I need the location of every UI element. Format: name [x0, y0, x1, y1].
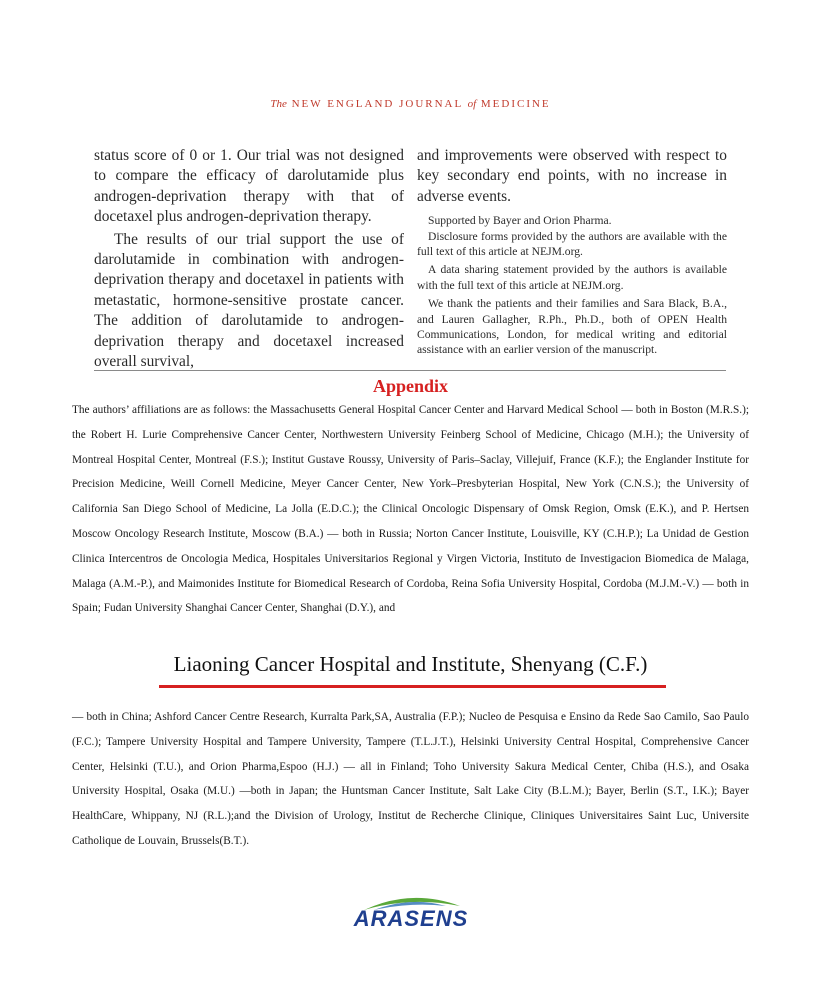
- affiliations-part-2: — both in China; Ashford Cancer Centre Research, Kurralta Park,SA, Australia (F.P.); Nucleo de Pesquisa e Ensino da Rede Sao Camilo, Sao Paulo (F.C.); Tampere University Hospital and Tampere University, Tampere (T.L.J.T.), Helsinki University Central Hospital, Comprehensive Cancer Center, Helsinki (T.U.), and Orion Pharma,Espoo (H.J.) — all in Finland; Toho University Sakura Medical Center, Chiba (H.S.), and Osaka University Hospital, Osaka (M.U.) —both in Japan; the Huntsman Cancer Institute, Salt Lake City (B.L.M.); Bayer, Berlin (S.T., I.K.); Bayer HealthCare, Whippany, NJ (R.L.);and the Division of Urology, Institut de Recherche Clinique, Cliniques Universitaires Saint Luc, Universite Catholique de Louvain, Brussels(B.T.).: [72, 711, 749, 847]
- right-column: [417, 146, 727, 358]
- journal-header: [0, 98, 821, 110]
- right-lead-paragraph: and improvements were observed with respect to key secondary end points, with no increase in adverse events.: [417, 147, 727, 205]
- logo-text: ARASENS: [353, 906, 469, 931]
- journal-prefix: The: [270, 98, 287, 110]
- highlight-underline: [159, 685, 666, 688]
- journal-name: NEW ENGLAND JOURNAL: [291, 98, 463, 110]
- journal-name-end: MEDICINE: [480, 98, 551, 110]
- acknowledgment-note: We thank the patients and their families and Sara Black, B.A., and Lauren Gallagher, R.Ph., Ph.D., both of OPEN Health Communications, London, for medical writing and editorial assistance with an earlier version of the manuscript.: [417, 297, 727, 357]
- appendix-title: Appendix: [372, 376, 449, 396]
- support-note: Supported by Bayer and Orion Pharma.: [428, 214, 612, 228]
- arasens-logo: [346, 892, 476, 938]
- disclosure-note: Disclosure forms provided by the authors are available with the full text of this article at NEJM.org.: [417, 229, 727, 259]
- section-divider: [94, 370, 726, 371]
- highlighted-affiliation: Liaoning Cancer Hospital and Institute, Shenyang (C.F.): [173, 652, 648, 676]
- affiliations-part-1: The authors’ affiliations are as follows: the Massachusetts General Hospital Cancer Center and Harvard Medical School — both in Boston (M.R.S.); the Robert H. Lurie Comprehensive Cancer Center, Northwestern University Feinberg School of Medicine, Chicago (M.H.); the University of Montreal Hospital Center, Montreal (F.S.); Institut Gustave Roussy, University of Paris–Saclay, Villejuif, France (K.F.); the Englander Institute for Precision Medicine, Weill Cornell Medicine, Meyer Cancer Center, New York–Presbyterian Hospital, New York (C.N.S.); the University of California San Diego School of Medicine, La Jolla (E.D.C.); the Clinical Oncologic Dispensary of Omsk Region, Omsk (E.K.), and P. Hertsen Moscow Oncology Research Institute, Moscow (B.A.) — both in Russia; Norton Cancer Institute, Louisville, KY (C.H.P.); La Unidad de Gestion Clinica Intercentros de Oncologia Medica, Hospitales Universitarios Regional y Virgen Victoria, Instituto de Investigacion Biomedica de Malaga, Malaga (A.M.-P.), and Maimonides Institute for Biomedical Research of Cordoba, Reina Sofia University Hospital, Cordoba (M.J.M.-V.) — both in Spain; Fudan University Shanghai Cancer Center, Shanghai (D.Y.), and: [72, 404, 749, 615]
- left-paragraph-2: The results of our trial support the use of darolutamide in combination with androgen-deprivation therapy and docetaxel in patients with metastatic, hormone-sensitive prostate cancer. The addition of darolutamide to androgen-deprivation therapy and docetaxel increased overall survival,: [94, 230, 404, 371]
- data-sharing-note: A data sharing statement provided by the authors is available with the full text of this article at NEJM.org.: [417, 263, 727, 292]
- left-paragraph-1: status score of 0 or 1. Our trial was not designed to compare the efficacy of darolutamide plus androgen-deprivation therapy with that of docetaxel plus androgen-deprivation therapy.: [94, 147, 404, 226]
- journal-of: of: [467, 98, 477, 110]
- left-column: [94, 146, 404, 372]
